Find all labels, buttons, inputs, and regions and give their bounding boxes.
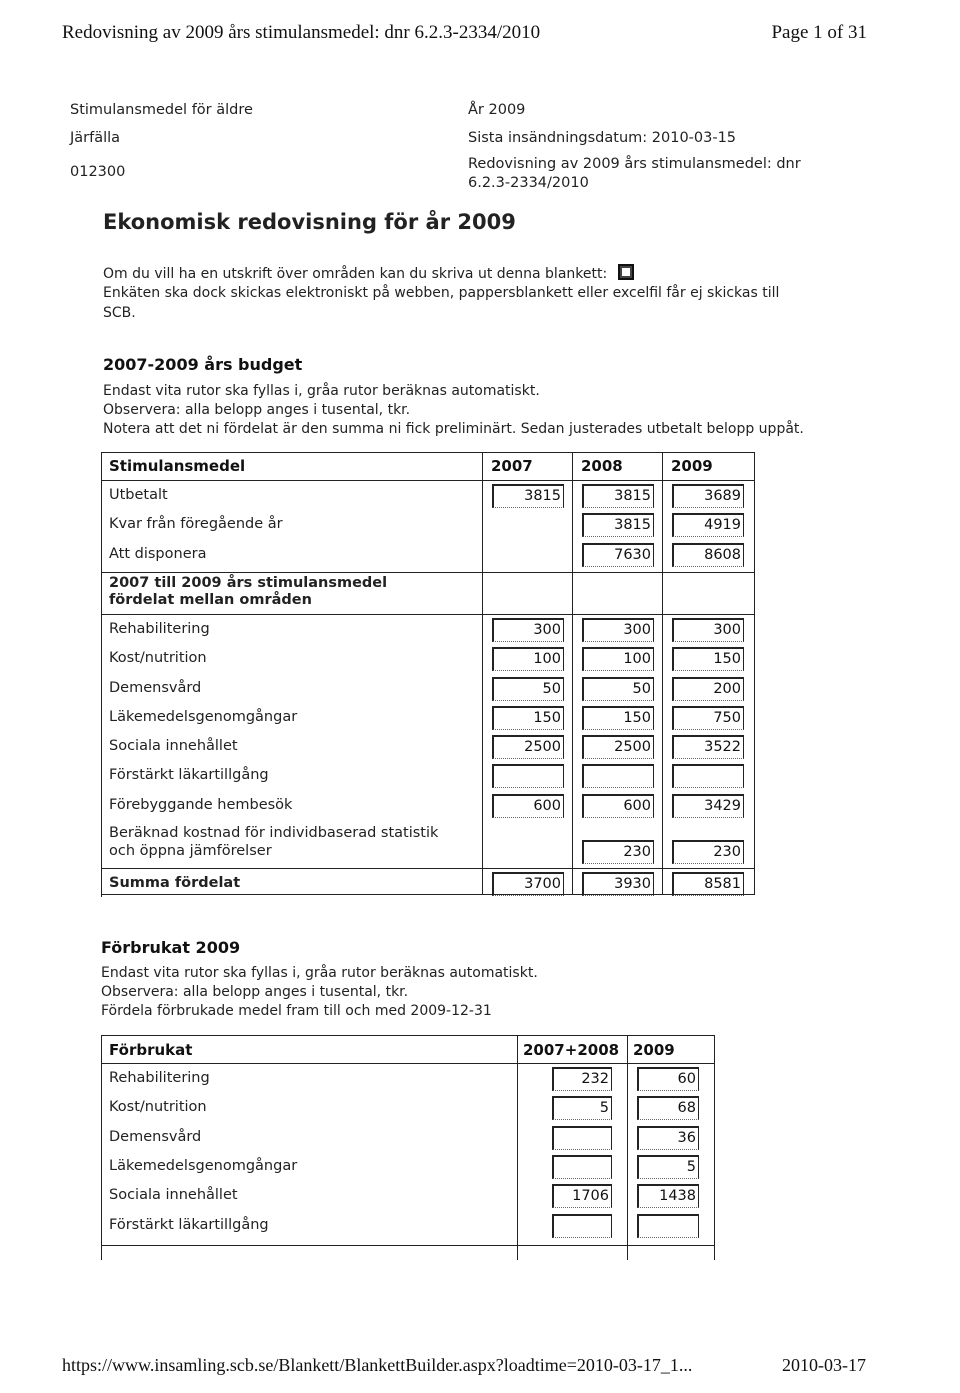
row-label: Förstärkt läkartillgång bbox=[109, 767, 269, 784]
row-label: Förstärkt läkartillgång bbox=[109, 1216, 269, 1233]
budget-note-3: Notera att det ni fördelat är den summa ni fick preliminärt. Sedan justerades utbetalt belopp uppåt. bbox=[103, 421, 804, 437]
amount-field[interactable]: 3815 bbox=[492, 484, 564, 508]
amount-field[interactable]: 230 bbox=[672, 840, 744, 864]
amount-field[interactable]: 50 bbox=[582, 677, 654, 701]
budget-table bbox=[101, 452, 753, 897]
footer-url: https://www.insamling.scb.se/Blankett/BlankettBuilder.aspx?loadtime=2010-03-17_1... bbox=[62, 1355, 693, 1375]
used-table bbox=[101, 1035, 713, 1260]
section-label: fördelat mellan områden bbox=[109, 591, 312, 608]
budget-note-1: Endast vita rutor ska fyllas i, gråa rutor beräknas automatiskt. bbox=[103, 383, 540, 399]
intro-line2: Enkäten ska dock skickas elektroniskt på webben, pappersblankett eller excelfil får ej skickas till bbox=[103, 285, 780, 301]
column-header: Förbrukat bbox=[109, 1041, 193, 1059]
amount-field[interactable]: 150 bbox=[492, 706, 564, 730]
used-title: Förbrukat 2009 bbox=[101, 938, 241, 957]
row-label: Utbetalt bbox=[109, 487, 168, 503]
amount-field[interactable]: 60 bbox=[637, 1067, 699, 1091]
year-header-2008: 2008 bbox=[581, 457, 623, 475]
used-note-1: Endast vita rutor ska fyllas i, gråa rutor beräknas automatiskt. bbox=[101, 965, 538, 981]
amount-field[interactable]: 600 bbox=[582, 794, 654, 818]
amount-field[interactable] bbox=[672, 764, 744, 788]
amount-field[interactable]: 4919 bbox=[672, 513, 744, 537]
row-label: Kvar från föregående år bbox=[109, 516, 283, 533]
row-label: Kost/nutrition bbox=[109, 1099, 207, 1116]
amount-field[interactable]: 300 bbox=[582, 618, 654, 642]
budget-note-2: Observera: alla belopp anges i tusental, tkr. bbox=[103, 402, 411, 418]
amount-field[interactable]: 3815 bbox=[582, 513, 654, 537]
row-label: Sociala innehållet bbox=[109, 738, 238, 755]
table-border bbox=[102, 894, 754, 895]
row-label: Demensvård bbox=[109, 679, 202, 696]
amount-field[interactable]: 8608 bbox=[672, 543, 744, 567]
row-label: Rehabilitering bbox=[109, 1070, 210, 1086]
amount-field[interactable] bbox=[582, 764, 654, 788]
column-divider bbox=[517, 1035, 518, 1260]
row-label: Rehabilitering bbox=[109, 620, 210, 637]
page-number: Page 1 of 31 bbox=[771, 22, 867, 43]
row-divider bbox=[102, 614, 754, 615]
amount-field[interactable]: 5 bbox=[552, 1096, 612, 1120]
year-header: 2007+2008 bbox=[523, 1041, 620, 1059]
amount-field[interactable]: 600 bbox=[492, 794, 564, 818]
amount-field[interactable]: 230 bbox=[582, 840, 654, 864]
meta-report-line2: 6.2.3-2334/2010 bbox=[468, 175, 589, 191]
used-note-2: Observera: alla belopp anges i tusental, tkr. bbox=[101, 984, 409, 1000]
row-label: Läkemedelsgenomgångar bbox=[109, 1157, 298, 1174]
amount-field[interactable]: 3429 bbox=[672, 794, 744, 818]
meta-program: Stimulansmedel för äldre bbox=[70, 102, 253, 118]
row-label: Beräknad kostnad för individbaserad statistik bbox=[109, 825, 439, 841]
meta-year: År 2009 bbox=[468, 102, 526, 118]
intro-line1: Om du vill ha en utskrift över områden kan du skriva ut denna blankett: bbox=[103, 266, 608, 282]
amount-field[interactable]: 3930 bbox=[582, 872, 654, 896]
sum-label: Summa fördelat bbox=[109, 875, 241, 891]
amount-field[interactable]: 8581 bbox=[672, 872, 744, 896]
amount-field[interactable]: 36 bbox=[637, 1126, 699, 1150]
amount-field[interactable]: 300 bbox=[492, 618, 564, 642]
amount-field[interactable] bbox=[552, 1126, 612, 1150]
amount-field[interactable] bbox=[492, 764, 564, 788]
amount-field[interactable]: 3522 bbox=[672, 735, 744, 759]
amount-field[interactable]: 150 bbox=[582, 706, 654, 730]
budget-title: 2007-2009 års budget bbox=[103, 355, 303, 374]
amount-field[interactable]: 68 bbox=[637, 1096, 699, 1120]
amount-field[interactable]: 3700 bbox=[492, 872, 564, 896]
row-label: Demensvård bbox=[109, 1128, 202, 1145]
year-header-2009: 2009 bbox=[671, 457, 713, 475]
column-divider bbox=[627, 1035, 628, 1260]
table-border bbox=[714, 1035, 715, 1260]
column-divider bbox=[572, 452, 573, 895]
print-icon[interactable] bbox=[618, 264, 634, 280]
amount-field[interactable]: 100 bbox=[582, 647, 654, 671]
table-border bbox=[754, 452, 755, 895]
amount-field[interactable]: 1706 bbox=[552, 1184, 612, 1208]
amount-field[interactable]: 5 bbox=[637, 1155, 699, 1179]
amount-field[interactable]: 2500 bbox=[492, 735, 564, 759]
year-header: 2009 bbox=[633, 1041, 675, 1059]
amount-field[interactable]: 1438 bbox=[637, 1184, 699, 1208]
row-label: Sociala innehållet bbox=[109, 1187, 238, 1204]
year-header-2007: 2007 bbox=[491, 457, 533, 475]
amount-field[interactable] bbox=[552, 1214, 612, 1238]
amount-field[interactable]: 50 bbox=[492, 677, 564, 701]
row-divider bbox=[102, 1245, 714, 1246]
row-divider bbox=[102, 572, 754, 573]
amount-field[interactable]: 232 bbox=[552, 1067, 612, 1091]
amount-field[interactable]: 7630 bbox=[582, 543, 654, 567]
section-label: 2007 till 2009 års stimulansmedel bbox=[109, 574, 388, 591]
row-divider bbox=[102, 868, 754, 869]
row-divider bbox=[102, 480, 754, 481]
column-divider bbox=[662, 452, 663, 895]
amount-field[interactable]: 300 bbox=[672, 618, 744, 642]
amount-field[interactable]: 3689 bbox=[672, 484, 744, 508]
amount-field[interactable] bbox=[637, 1214, 699, 1238]
amount-field[interactable]: 150 bbox=[672, 647, 744, 671]
amount-field[interactable]: 3815 bbox=[582, 484, 654, 508]
column-header: Stimulansmedel bbox=[109, 457, 246, 475]
meta-municipality: Järfälla bbox=[70, 130, 121, 146]
amount-field[interactable]: 750 bbox=[672, 706, 744, 730]
page-header-title: Redovisning av 2009 års stimulansmedel: dnr 6.2.3-2334/2010 bbox=[62, 22, 541, 43]
meta-report-line1: Redovisning av 2009 års stimulansmedel: dnr bbox=[468, 156, 801, 172]
meta-deadline: Sista insändningsdatum: 2010-03-15 bbox=[468, 130, 737, 146]
intro-line3: SCB. bbox=[103, 305, 136, 321]
row-label: Förebyggande hembesök bbox=[109, 796, 293, 813]
table-border bbox=[102, 1035, 714, 1036]
amount-field[interactable]: 200 bbox=[672, 677, 744, 701]
meta-code: 012300 bbox=[70, 164, 126, 180]
row-divider bbox=[102, 1063, 714, 1064]
amount-field[interactable]: 2500 bbox=[582, 735, 654, 759]
row-label: Läkemedelsgenomgångar bbox=[109, 708, 298, 725]
footer-date: 2010-03-17 bbox=[782, 1355, 866, 1375]
amount-field[interactable] bbox=[552, 1155, 612, 1179]
table-border bbox=[102, 452, 754, 453]
amount-field[interactable]: 100 bbox=[492, 647, 564, 671]
row-label: och öppna jämförelser bbox=[109, 843, 272, 859]
used-note-3: Fördela förbrukade medel fram till och med 2009-12-31 bbox=[101, 1003, 492, 1019]
row-label: Att disponera bbox=[109, 545, 207, 562]
row-label: Kost/nutrition bbox=[109, 650, 207, 667]
column-divider bbox=[482, 452, 483, 895]
page-title: Ekonomisk redovisning för år 2009 bbox=[103, 210, 516, 234]
